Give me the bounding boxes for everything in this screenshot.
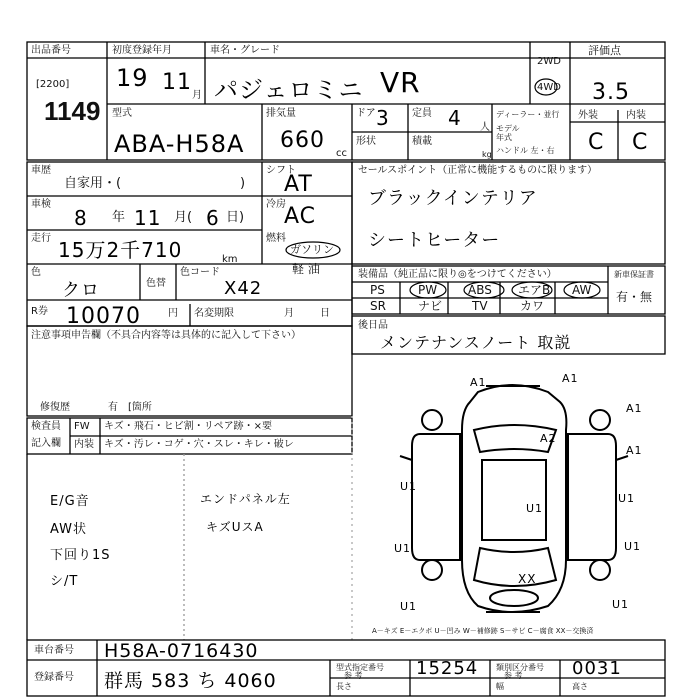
history-label: 車歴 (31, 165, 51, 176)
mark-right-fender: A1 (626, 402, 643, 415)
memo-1: E/G音 (50, 494, 90, 509)
doors-label: ドア (356, 108, 376, 119)
equip-abs: ABS (468, 283, 492, 297)
memo-5: エンドパネル左 (200, 492, 291, 506)
equip-airbag: エアB (518, 283, 551, 297)
shift-label: シフト (266, 165, 296, 176)
displacement-unit: cc (336, 148, 347, 159)
equip-kawa: カワ (520, 299, 545, 313)
repair-location: [箇所 (128, 402, 152, 413)
inspector-row-2: キズ・汚レ・コゲ・穴・スレ・キレ・破レ (104, 439, 294, 450)
first-reg-label: 初度登録年月 (112, 45, 172, 56)
displacement-label: 排気量 (266, 108, 296, 119)
chassis-label: 車台番号 (34, 645, 74, 656)
exterior-value: C (588, 130, 605, 155)
mark-roof: U1 (526, 502, 544, 515)
mark-left-door: U1 (400, 480, 418, 493)
rating-label: 評価点 (588, 44, 621, 57)
equip-aw: AW (572, 283, 592, 297)
mark-hood: A2 (540, 432, 557, 445)
memo-3: 下回り1S (50, 548, 111, 563)
mileage-value: 15万2千710 (58, 238, 183, 262)
mark-right-rear: U1 (624, 540, 642, 553)
repair-label: 修復歴 (40, 402, 70, 413)
inspector-label-1: 検査員 (31, 421, 61, 432)
drive-4wd-circle-icon (534, 78, 558, 96)
name-change-month: 月 (284, 308, 294, 319)
drive-4wd: 4WD (537, 82, 561, 93)
plate-label: 登録番号 (34, 672, 74, 683)
drive-2wd: 2WD (537, 56, 561, 67)
inspector-row-1-key: FW (74, 421, 90, 432)
doors-value: 3 (376, 106, 390, 130)
type-cert-ref: 参 考 (344, 671, 363, 680)
fuel-diesel: 軽 油 (292, 262, 320, 276)
model-year-label-2: 年式 (496, 133, 512, 142)
history-value: 自家用・( (64, 176, 122, 191)
length-label: 長さ (336, 682, 352, 691)
model-grade-label: 車名・グレード (210, 45, 280, 56)
fuel-label: 燃料 (266, 233, 286, 244)
model-year-label-1: モデル (496, 124, 520, 133)
shape-label: 形状 (356, 136, 376, 147)
recycle-unit: 円 (168, 308, 178, 319)
category-ref: 参 考 (504, 671, 523, 680)
report-label: 注意事項申告欄（不具合内容等は具体的に記入して下さい） (31, 330, 301, 341)
chassis-value: H58A-0716430 (104, 640, 259, 662)
car-diagram (400, 385, 628, 612)
sales-point-2: シートヒーター (368, 230, 501, 251)
type-label: 型式 (112, 108, 132, 119)
recycle-label: R券 (31, 306, 48, 317)
handle-label: ハンドル 左・右 (496, 146, 555, 155)
load-unit: kg (482, 150, 492, 159)
mark-right-quarter: U1 (612, 598, 630, 611)
mark-rear-gate: XX (518, 572, 537, 586)
warranty-value: 有・無 (616, 290, 653, 304)
memo-2: AW状 (50, 522, 88, 537)
fuel-circle-icon (284, 240, 342, 260)
type-value: ABA-H58A (114, 130, 245, 158)
color-code-label: 色コード (180, 267, 220, 278)
equip-tv: TV (472, 299, 488, 313)
lot-code: [2200] (36, 79, 70, 90)
displacement-value: 660 (280, 128, 325, 153)
rating-value: 3.5 (592, 80, 630, 105)
mark-left-quarter: U1 (400, 600, 418, 613)
capacity-label: 定員 (412, 108, 432, 119)
inspector-row-2-key: 内装 (74, 439, 94, 450)
memo-6: キズUスA (206, 520, 264, 534)
ac-label: 冷房 (266, 199, 286, 210)
inspection-year-unit: 年 (112, 210, 126, 225)
sales-points-label: セールスポイント（正常に機能するものに限ります） (358, 165, 598, 176)
shift-value: AT (284, 172, 313, 197)
mark-right-door: U1 (618, 492, 636, 505)
equipment-label: 装備品（純正品に限り◎をつけてください） (358, 269, 557, 280)
inspection-day-unit: 日) (226, 210, 245, 225)
mileage-label: 走行 (31, 233, 51, 244)
model-name: パジェロミニ (214, 76, 364, 104)
first-reg-month-unit: 月 (192, 90, 202, 101)
exterior-label: 外装 (578, 110, 598, 121)
type-cert-label: 型式指定番号 (336, 663, 384, 672)
type-cert-value: 15254 (416, 658, 479, 679)
inspector-row-1: キズ・飛石・ヒビ割・リペア跡・×要 (104, 421, 272, 432)
equipment-circles (0, 280, 700, 320)
history-close: ) (240, 176, 246, 191)
repair-value: 有 (108, 402, 118, 413)
load-label: 積載 (412, 136, 432, 147)
first-reg-year: 19 (116, 64, 149, 92)
mark-left-rear: U1 (394, 542, 412, 555)
name-change-label: 名変期限 (194, 308, 234, 319)
mark-front-right: A1 (562, 372, 579, 385)
equip-ps: PS (370, 283, 385, 297)
capacity-unit: 人 (480, 122, 490, 133)
equip-sr: SR (370, 299, 386, 313)
sales-point-1: ブラックインテリア (368, 188, 538, 209)
lot-number-label: 出品番号 (31, 45, 71, 56)
recycle-value: 10070 (66, 304, 141, 329)
inspection-month-unit: 月( (174, 210, 193, 225)
grade: VR (380, 66, 421, 99)
plate-value: 群馬 583 ち 4060 (104, 670, 277, 692)
fuel-gasoline: ガソリン (290, 243, 334, 256)
inspector-label-2: 記入欄 (31, 438, 61, 449)
recolor-label: 色替 (146, 278, 166, 289)
mark-right-mirror: A1 (626, 444, 643, 457)
color-label: 色 (31, 267, 41, 278)
color-code-value: X42 (224, 278, 263, 299)
new-warranty-label: 新車保証書 (614, 270, 654, 279)
later-label: 後日品 (358, 320, 388, 331)
interior-label: 内装 (626, 110, 646, 121)
first-reg-month: 11 (162, 70, 192, 95)
inspection-day: 6 (206, 206, 220, 230)
inspection-year: 8 (74, 206, 88, 230)
name-change-day: 日 (320, 308, 330, 319)
category-value: 0031 (572, 658, 622, 679)
equip-pw: PW (418, 283, 438, 297)
diagram-legend: A－キズ E－エクボ U－凹み W－補修跡 S－サビ C－腐食 XX－交換済 (372, 627, 594, 635)
interior-value: C (632, 130, 649, 155)
height-label: 高さ (572, 682, 588, 691)
mark-front-bumper: A1 (470, 376, 487, 389)
capacity-value: 4 (448, 106, 462, 130)
inspection-label: 車検 (31, 199, 51, 210)
width-label: 幅 (496, 682, 504, 691)
lot-number: 1149 (44, 96, 101, 126)
memo-4: シ/T (50, 574, 79, 589)
later-value: メンテナンスノート 取説 (380, 333, 572, 352)
equip-navi: ナビ (418, 299, 443, 313)
ac-value: AC (284, 204, 317, 229)
inspection-month: 11 (134, 206, 162, 230)
dealer-label: ディーラー・並行 (496, 110, 560, 119)
color-value: クロ (62, 280, 100, 301)
category-label: 類別区分番号 (496, 663, 544, 672)
mileage-unit: km (222, 254, 238, 265)
